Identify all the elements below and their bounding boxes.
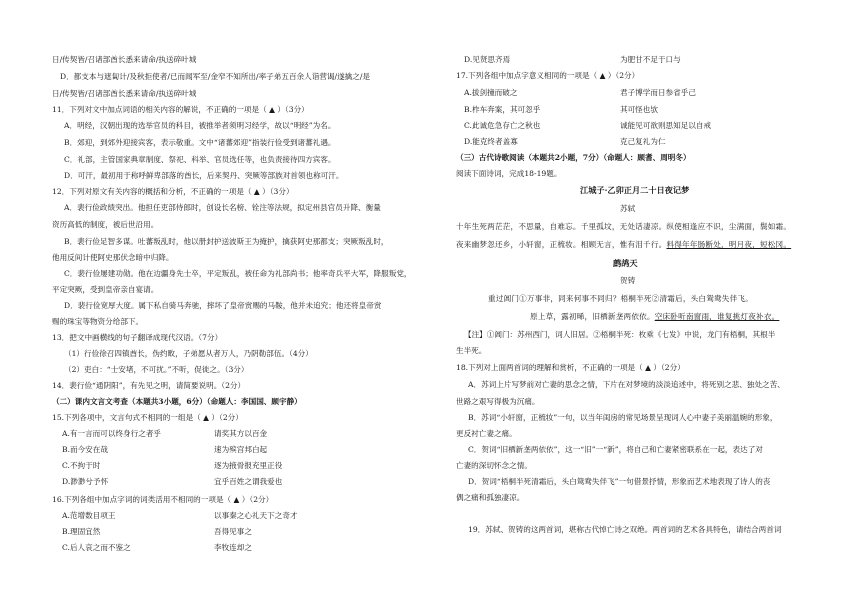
section-3-heading: （三）古代诗歌阅读（本题共2小题，7分）（命题人：顾耆、周明冬） bbox=[456, 153, 691, 162]
question-18: 18.下列对上面两首词的理解和赏析，不正确的一项是（ ▲ ）（2分） bbox=[456, 363, 685, 372]
q18-option-d-line2: 偶之痛和孤独凄凉。 bbox=[456, 493, 525, 502]
question-17: 17.下列各组中加点字意义相同的一项是（ ▲ ）（2分） bbox=[456, 71, 640, 80]
q15-row-d-right: 宜乎百姓之谓我爱也 bbox=[214, 477, 283, 486]
q17-row-d bbox=[464, 137, 666, 147]
poem-1-line-2-text: 夜来幽梦忽还乡，小轩窗，正梳妆。相顾无言，惟有泪千行。 bbox=[456, 240, 667, 249]
poem-2-line-1: 重过阊门①万事非，同来何事不同归？梧桐半死②清霜后，头白鸳鸯失伴飞。 bbox=[488, 294, 753, 303]
q15-row-a bbox=[62, 429, 268, 439]
q12-option-a-line2: 资历高低的制度，被后世沿用。 bbox=[52, 220, 159, 229]
question-13: 13．把文中画横线的句子翻译成现代汉语。（7分） bbox=[52, 333, 223, 342]
q12-option-c-line1: C．裴行俭屡建功勋。他在边疆身先士卒，平定叛乱，被任命为礼部尚书；他率奇兵平大军，降服叛党， bbox=[64, 269, 412, 278]
q11-option-b: B．郊迎，到郊外迎接宾客，表示敬重。文中“诸蕃郊迎”指装行俭受到诸蕃礼遇。 bbox=[64, 138, 336, 147]
q16-row-a-right: 以事秦之心礼天下之奇才 bbox=[214, 511, 298, 520]
q15-row-a-right: 请奖其方以百金 bbox=[214, 429, 268, 438]
q12-option-c-line2: 平定突厥，受到皇帝亲自宴请。 bbox=[52, 285, 159, 294]
q15-row-c bbox=[62, 461, 283, 471]
reading-instruction: 阅读下面诗词，完成18-19题。 bbox=[456, 169, 562, 178]
q16-row-c-right: 李牧连却之 bbox=[214, 543, 252, 552]
poem-2-line-2 bbox=[530, 312, 779, 322]
option-d-line1: D．都支本与遮匐计/及秋拒使者/已而闻军至/金窄不知所出/率子弟五百余人诣营谒/遂擒之/是 bbox=[60, 72, 370, 81]
question-12: 12．下列对原文有关内容的概括和分析，不正确的一项是（ ▲ ）（3分） bbox=[52, 187, 294, 196]
poem-2-author: 贺铸 bbox=[620, 276, 636, 285]
question-15: 15.下列各项中，文言句式不相同的一组是（ ▲ ）（2分） bbox=[52, 413, 243, 422]
q18-option-a-line1: A．苏词上片写梦前对亡妻的思念之情，下片在对梦境的淡淡追述中，将死别之悲、独处之苦、 bbox=[468, 380, 785, 389]
question-14: 14．裴行俭“通阴阳”，有先见之明，请简要说明。（2分） bbox=[52, 381, 246, 390]
q12-option-d-line2: 赐的珠宝等物资分给部下。 bbox=[52, 317, 144, 326]
poem-1-line-1: 十年生死两茫茫，不思量，自难忘。千里孤坟，无处话凄凉。纵使相逢应不识，尘满面，鬓如霜。 bbox=[456, 222, 792, 231]
q12-option-a-line1: A．裴行俭政绩突出。他担任吏部侍郎时，创设长名榜、铨注等法规，拟定州县官员升降、衡量 bbox=[64, 203, 381, 212]
q16-row-b bbox=[62, 527, 252, 537]
q15-row-c-right: 逐为掖骨报充里正役 bbox=[214, 461, 283, 470]
q18-option-b-line2: 更反衬亡妻之痛。 bbox=[456, 429, 517, 438]
q18-option-d-line1: D．贺词“梧桐半死清霜后，头白鸳鸯失伴飞”一句借景抒情，形象而艺术地表现了诗人的丧 bbox=[468, 477, 771, 486]
q17-row-d-right: 克己复礼为仁 bbox=[620, 137, 666, 146]
q16-row-b-left: B.理固宜然 bbox=[62, 527, 101, 536]
question-19: 19．苏轼、贺铸的这两首词，堪称古代悼亡诗之双绝。两首词的艺术各具特色，请结合两首词 bbox=[468, 525, 782, 534]
poem-1-underlined-text: 料得年年肠断处，明月夜，短松冈。 bbox=[666, 240, 792, 249]
q17-row-d-left: D.能克终者盖寡 bbox=[464, 137, 518, 146]
q13-part-1: （1）行俭徐召四镇酋长，伪约畋，子弟愿从者万人，乃阴勒部伍。（4分） bbox=[64, 349, 313, 358]
q15-row-b bbox=[62, 445, 268, 455]
q16-row-d bbox=[464, 55, 681, 65]
q15-row-d-left: D.渺渺兮予怀 bbox=[62, 477, 109, 486]
q16-row-c-left: C.后人哀之而不鉴之 bbox=[62, 543, 131, 552]
q17-row-a-left: A.拔剑撞而破之 bbox=[464, 88, 518, 97]
q16-row-d-left: D.见贤思齐焉 bbox=[464, 55, 511, 64]
q18-option-a-line2: 世路之艰写得极为沉痛。 bbox=[456, 397, 540, 406]
option-d-line2: 日/传契皆/召诸部酋长悉来请命/执送碎叶城 bbox=[52, 89, 197, 98]
poem-1-title: 江城子·乙卯正月二十日夜记梦 bbox=[580, 185, 690, 195]
poem-notes-line1: 【注】①阊门：苏州西门，词人旧居。②梧桐半死：枚乘《七发》中说，龙门有梧桐，其根半 bbox=[464, 330, 776, 339]
q16-row-c bbox=[62, 543, 252, 553]
q17-row-b bbox=[464, 105, 658, 115]
q16-row-a bbox=[62, 511, 298, 521]
poem-2-line-2-text: 原上草，露初晞，旧栖新垄两依依。 bbox=[530, 312, 655, 321]
q18-option-b-line1: B．苏词“小轩窗，正梳妆”一句，以当年闺房的常见场景呈现词人心中妻子美丽温婉的形象， bbox=[468, 413, 778, 422]
q16-row-a-left: A.范增数目项王 bbox=[62, 511, 116, 520]
q16-row-d-right: 为肥甘不足于口与 bbox=[620, 55, 681, 64]
q11-option-a: A．明经，汉朝出现的选举官员的科目，被推举者须明习经学，故以“明经”为名。 bbox=[64, 121, 336, 130]
q17-row-b-left: B.柞车奔案，其可忽乎 bbox=[464, 105, 541, 114]
q16-row-b-right: 吾得见事之 bbox=[214, 527, 252, 536]
q15-row-b-right: 速为殡宫邦白起 bbox=[214, 445, 268, 454]
poem-2-title: 鹧鸪天 bbox=[613, 258, 638, 268]
poem-1-author: 苏轼 bbox=[620, 204, 636, 213]
q12-option-b-line2: 他用反间计使阿史那伏念暗中归降。 bbox=[52, 253, 174, 262]
q13-part-2: （2）吏白：“士安堵，不可扰。”不听，促徙之。（3分） bbox=[64, 365, 249, 374]
q12-option-d-line1: D．裴行俭宽厚大度。属下私自骑马奔驰，摔坏了皇帝赏赐的马鞍，他并未追究；他还将皇帝赏 bbox=[64, 301, 382, 310]
option-c-continued: 日/传契皆/召诸部酋长悉来请命/执送碎叶城 bbox=[52, 55, 197, 64]
question-16: 16.下列各组中加点字词的词类活用不相同的一项是（ ▲ ）（2分） bbox=[52, 495, 274, 504]
q17-row-c-right: 诚能见可欲则思知足以自戒 bbox=[620, 121, 712, 130]
q11-option-c: C．礼部，主管国家典章制度、祭祀、科举、官员选任等，也负责接待四方宾客。 bbox=[64, 155, 336, 164]
q15-row-b-left: B.而今安在哉 bbox=[62, 445, 108, 454]
q15-row-a-left: A.有一言而可以终身行之者乎 bbox=[62, 429, 162, 438]
q18-option-c-line2: 亡妻的深切怀念之情。 bbox=[456, 461, 532, 470]
q17-row-b-right: 其可怪也欤 bbox=[620, 105, 658, 114]
poem-notes-line2: 生半死。 bbox=[456, 346, 487, 355]
q17-row-c-left: C.此诚危急存亡之秋也 bbox=[464, 121, 541, 130]
question-11: 11．下列对文中加点词语的相关内容的解说，不正确的一项是（ ▲ ）（3分） bbox=[52, 105, 309, 114]
q12-option-b-line1: B．裴行俭足智多谋。吐蕃叛乱时，他以册封护送波斯王为掩护，擒获阿史那都支；突厥叛乱时， bbox=[64, 237, 389, 246]
q17-row-a bbox=[464, 88, 696, 98]
section-2-heading: （二）课内文言文考查（本题共3小题，6分）（命题人：李国国、顾宇静） bbox=[52, 397, 302, 406]
poem-2-underlined-text: 空床卧听南窗雨，谁复挑灯夜补衣。 bbox=[654, 312, 780, 321]
q15-row-c-left: C.不拘于时 bbox=[62, 461, 101, 470]
q15-row-d bbox=[62, 477, 283, 487]
q18-option-c-line1: C．贺词“旧栖新垄两依依”，这一“旧”一“新”，将自己和亡妻紧密联系在一起，表达了对 bbox=[468, 445, 763, 454]
q17-row-c bbox=[464, 121, 712, 131]
q11-option-d: D．可汗，最初用于称呼鲜卑部落的酋长，后来契丹、突厥等部族对首领也称可汗。 bbox=[64, 171, 344, 180]
poem-1-line-2 bbox=[456, 240, 791, 250]
q17-row-a-right: 君子博学而日参省乎己 bbox=[620, 88, 696, 97]
